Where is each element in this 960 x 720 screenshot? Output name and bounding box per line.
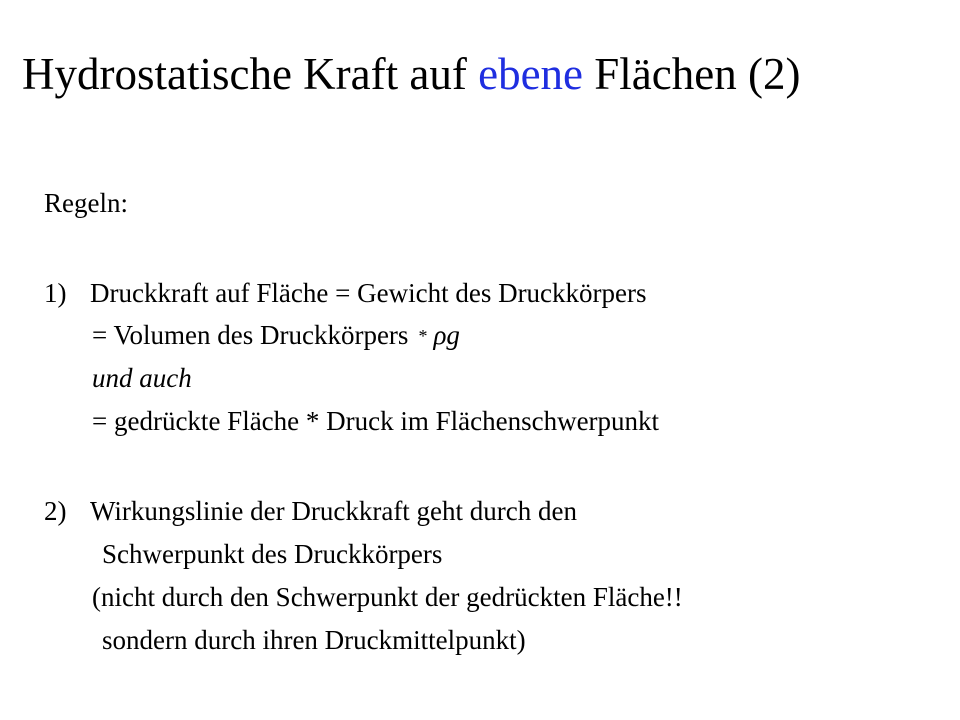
rule2-number: 2) [44,496,67,526]
rule1-line3: und auch [92,363,192,393]
slide-title [22,46,800,102]
title-highlight: ebene [478,49,584,99]
rule2-line2: Schwerpunkt des Druckkörpers [102,539,443,569]
title-part1: Hydrostatische Kraft auf [22,49,479,99]
rho-g: ρg [433,320,460,350]
rule2-line4: sondern durch ihren Druckmittelpunkt) [102,625,526,655]
rule1-number: 1) [44,278,67,308]
rule2-line1 [44,494,577,528]
rules-heading: Regeln: [44,188,128,218]
rule1-line1 [44,276,647,310]
title-part2: Flächen (2) [583,49,801,99]
rule2-line3: (nicht durch den Schwerpunkt der gedrückten Fläche!! [92,582,683,612]
multiply-symbol: * [418,326,428,346]
rule2-line1-text: Wirkungslinie der Druckkraft geht durch den [90,496,578,526]
rule1-line1-text: Druckkraft auf Fläche = Gewicht des Druckkörpers [90,278,647,308]
rule1-line4: = gedrückte Fläche * Druck im Flächenschwerpunkt [92,406,660,436]
rule1-line2-prefix: = Volumen des Druckkörpers [92,320,409,350]
rule1-line2 [92,318,460,355]
